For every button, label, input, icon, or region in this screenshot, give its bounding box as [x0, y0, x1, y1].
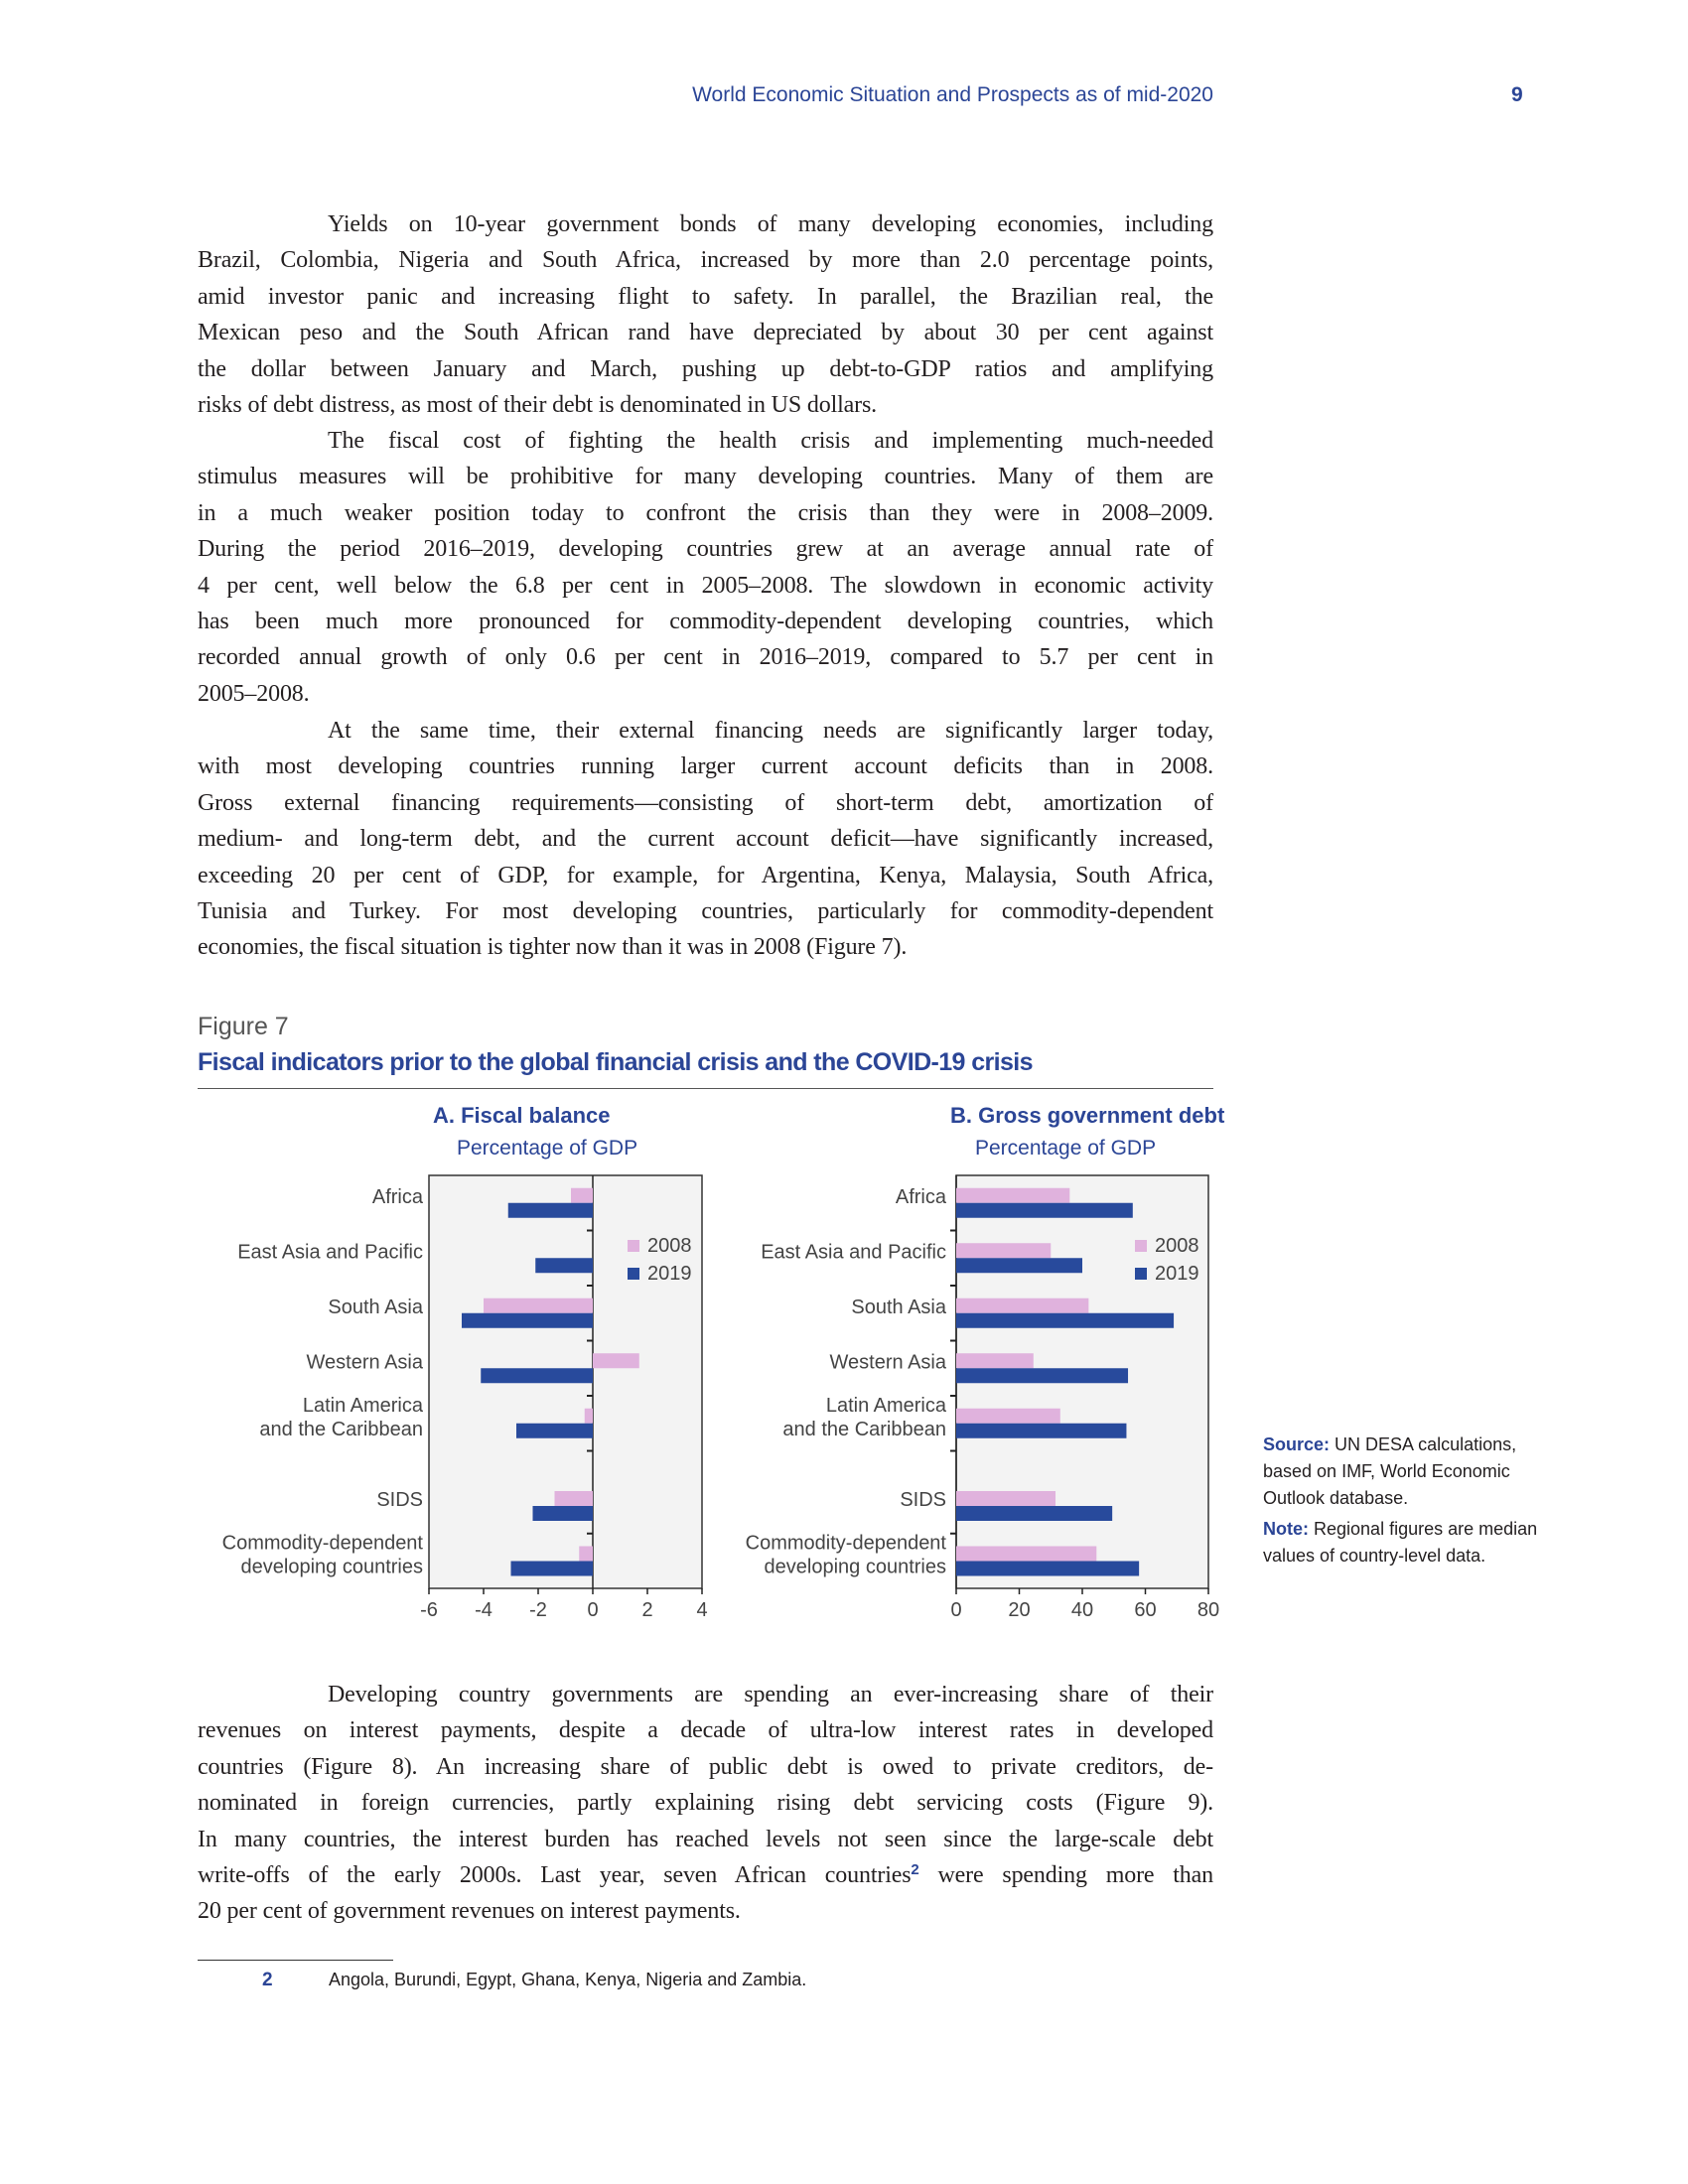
gross-debt-bar-2019 [956, 1313, 1174, 1328]
fiscal-balance-bar-2019 [508, 1203, 593, 1218]
fiscal-balance-x-tick-label: 0 [587, 1599, 599, 1621]
gross-debt-x-tick-label: 60 [1134, 1599, 1157, 1621]
category-label-line: Africa [371, 1185, 423, 1208]
text-line: 20 per cent of government revenues on interest payments. [198, 1898, 741, 1925]
source-label: Source: [1263, 1434, 1331, 1454]
text-line: Gross external financing requirements—consisting of short-term debt, amortization of [198, 789, 1213, 816]
fiscal-balance-legend-swatch-2019 [628, 1268, 639, 1280]
footnote-reference[interactable]: 2 [911, 1861, 919, 1879]
text-line: During the period 2016–2019, developing countries grew at an average annual rate of [198, 536, 1213, 563]
category-label-line: Commodity-dependent [745, 1532, 946, 1555]
gross-debt-bar-2019 [956, 1562, 1139, 1576]
fiscal-balance-bar-2019 [535, 1258, 593, 1273]
gross-debt-legend-swatch-2008 [1135, 1240, 1147, 1252]
category-label-line: and the Caribbean [782, 1418, 946, 1440]
fiscal-balance-bar-2019 [511, 1562, 594, 1576]
text-line: nominated in foreign currencies, partly explaining rising debt servicing costs (Figure 9). [198, 1790, 1213, 1817]
figure-label: Figure 7 [198, 1013, 289, 1040]
fiscal-balance-x-tick-label: -2 [529, 1599, 547, 1621]
fiscal-balance-bar-2019 [533, 1506, 594, 1521]
text-line: Yields on 10-year government bonds of many developing economies, including [328, 211, 1213, 237]
gross-debt-category-label [896, 1186, 947, 1208]
fiscal-balance-subtitle: Percentage of GDP [457, 1137, 638, 1160]
text-line: Tunisia and Turkey. For most developing countries, particularly for commodity-dependent [198, 898, 1213, 925]
category-label-line: Latin America [302, 1394, 423, 1417]
text-line: recorded annual growth of only 0.6 per cent in 2016–2019, compared to 5.7 per cent in [198, 644, 1213, 671]
category-label-line: SIDS [376, 1489, 423, 1511]
gross-debt-title: B. Gross government debt [950, 1103, 1225, 1128]
footnote-text: Angola, Burundi, Egypt, Ghana, Kenya, Nigeria and Zambia. [329, 1970, 807, 1989]
figure-title: Fiscal indicators prior to the global financial crisis and the COVID-19 crisis [198, 1048, 1033, 1076]
fiscal-balance-bar-2019 [516, 1424, 593, 1438]
category-label-line: Western Asia [306, 1351, 423, 1374]
text-line: risks of debt distress, as most of their debt is denominated in US dollars. [198, 392, 878, 419]
running-header: World Economic Situation and Prospects as of mid-2020 [692, 83, 1213, 106]
text-line: countries (Figure 8). An increasing share of public debt is owed to private creditors, de- [198, 1753, 1213, 1780]
note-label: Note: [1263, 1519, 1309, 1539]
text-line: Developing country governments are spending an ever-increasing share of their [328, 1682, 1213, 1707]
fiscal-balance-x-tick-label: -4 [475, 1599, 492, 1621]
gross-debt-bar-2019 [956, 1424, 1126, 1438]
fiscal-balance-x-tick-label: -6 [420, 1599, 438, 1621]
gross-debt-category-label [782, 1395, 946, 1440]
fiscal-balance-x-tick-label: 2 [641, 1599, 653, 1621]
fiscal-balance-bar-2019 [462, 1313, 593, 1328]
category-label-line: SIDS [900, 1489, 946, 1511]
category-label-line: Commodity-dependent [221, 1532, 423, 1555]
fiscal-balance-title: A. Fiscal balance [433, 1103, 611, 1128]
fiscal-balance-category-label [307, 1351, 424, 1373]
text-line: has been much more pronounced for commodity-dependent developing countries, which [198, 609, 1213, 635]
gross-debt-bar-2008 [956, 1547, 1096, 1562]
gross-debt-bar-2008 [956, 1353, 1034, 1368]
gross-debt-legend-label-2019: 2019 [1155, 1263, 1199, 1285]
fiscal-balance-category-label [328, 1297, 424, 1318]
fiscal-balance-legend-swatch-2008 [628, 1240, 639, 1252]
category-label-line: East Asia and Pacific [761, 1241, 946, 1264]
category-label-line: Western Asia [829, 1351, 946, 1374]
gross-debt-bar-2019 [956, 1203, 1133, 1218]
note-text: Regional figures are median values of country-level data. [1263, 1519, 1538, 1566]
text-line: in a much weaker position today to confront the crisis than they were in 2008–2009. [198, 499, 1213, 526]
text-line: In many countries, the interest burden has reached levels not seen since the large-scale debt [198, 1826, 1213, 1852]
fiscal-balance-category-label [376, 1489, 423, 1511]
text-line: 2005–2008. [198, 680, 310, 707]
gross-debt-x-tick-label: 80 [1196, 1599, 1220, 1621]
footnote-number: 2 [262, 1970, 273, 1990]
gross-debt-bar-2008 [956, 1409, 1060, 1424]
gross-debt-category-label [851, 1297, 947, 1318]
fiscal-balance-bar-2008 [484, 1298, 593, 1313]
category-label-line: East Asia and Pacific [237, 1241, 423, 1264]
gross-debt-subtitle: Percentage of GDP [975, 1137, 1157, 1160]
text-line: Mexican peso and the South African rand have depreciated by about 30 per cent against [198, 320, 1213, 346]
category-label-line: and the Caribbean [259, 1418, 423, 1440]
text-line: medium- and long-term debt, and the current account deficit—have significantly increased, [198, 826, 1213, 853]
gross-debt-legend-label-2008: 2008 [1155, 1235, 1199, 1257]
gross-debt-category-label [830, 1351, 947, 1373]
figure-source-note [1263, 1432, 1541, 1573]
fiscal-balance-bar-2019 [481, 1368, 593, 1383]
gross-debt-bar-2008 [956, 1243, 1051, 1258]
text-line: revenues on interest payments, despite a decade of ultra-low interest rates in developed [198, 1717, 1213, 1744]
gross-debt-bar-2008 [956, 1188, 1069, 1203]
gross-debt-category-label [746, 1533, 947, 1578]
text-line: with most developing countries running larger current account deficits than in 2008. [198, 753, 1213, 780]
paragraph-4 [198, 1677, 1213, 1930]
fiscal-balance-bar-2008 [593, 1353, 639, 1368]
gross-debt-legend-swatch-2019 [1135, 1268, 1147, 1280]
category-label-line: developing countries [764, 1556, 946, 1578]
gross-debt-category-label [761, 1241, 946, 1263]
gross-debt-x-tick-label: 0 [950, 1599, 962, 1621]
fiscal-balance-category-label [237, 1241, 423, 1263]
text-line: Brazil, Colombia, Nigeria and South Africa, increased by more than 2.0 percentage points, [198, 247, 1213, 274]
text-line: economies, the fiscal situation is tighter now than it was in 2008 (Figure 7). [198, 934, 908, 961]
text-line: 4 per cent, well below the 6.8 per cent in 2005–2008. The slowdown in economic activity [198, 572, 1213, 599]
fiscal-balance-legend-label-2008: 2008 [647, 1235, 692, 1257]
fiscal-balance-x-tick-label: 4 [696, 1599, 708, 1621]
gross-debt-bar-2008 [956, 1298, 1088, 1313]
text-line: At the same time, their external financing needs are significantly larger today, [328, 718, 1213, 744]
gross-debt-x-tick-label: 20 [1008, 1599, 1031, 1621]
category-label-line: South Asia [851, 1296, 946, 1318]
gross-debt-category-label [900, 1489, 946, 1511]
text-line: stimulus measures will be prohibitive for many developing countries. Many of them are [198, 464, 1213, 490]
source-text: UN DESA calculations, based on IMF, World Economic Outlook database. [1263, 1434, 1517, 1508]
text-line: the dollar between January and March, pushing up debt-to-GDP ratios and amplifying [198, 355, 1213, 382]
category-label-line: developing countries [240, 1556, 423, 1578]
gross-debt-bar-2019 [956, 1368, 1128, 1383]
category-label-line: Africa [895, 1185, 946, 1208]
text-line: write-offs of the early 2000s. Last year, seven African countries$^2$ were spending more than [198, 1861, 1213, 1889]
text-line: amid investor panic and increasing flight to safety. In parallel, the Brazilian real, the [198, 283, 1213, 310]
text-line: exceeding 20 per cent of GDP, for example, for Argentina, Kenya, Malaysia, South Africa, [198, 862, 1213, 888]
fiscal-balance-bar-2008 [585, 1409, 593, 1424]
fiscal-balance-bar-2008 [571, 1188, 593, 1203]
gross-debt-bar-2019 [956, 1506, 1112, 1521]
category-label-line: Latin America [825, 1394, 946, 1417]
fiscal-balance-category-label [222, 1533, 424, 1578]
fiscal-balance-bar-2008 [579, 1547, 593, 1562]
gross-debt-x-tick-label: 40 [1070, 1599, 1094, 1621]
text-line: The fiscal cost of fighting the health crisis and implementing much-needed [328, 428, 1213, 454]
fiscal-balance-category-label [372, 1186, 424, 1208]
fiscal-balance-bar-2008 [555, 1491, 594, 1506]
gross-debt-bar-2008 [956, 1491, 1055, 1506]
page-number: 9 [1511, 83, 1523, 106]
footnote-rule [198, 1960, 393, 1961]
fiscal-balance-legend-label-2019: 2019 [647, 1263, 692, 1285]
gross-debt-bar-2019 [956, 1258, 1082, 1273]
fiscal-balance-category-label [259, 1395, 423, 1440]
category-label-line: South Asia [328, 1296, 423, 1318]
